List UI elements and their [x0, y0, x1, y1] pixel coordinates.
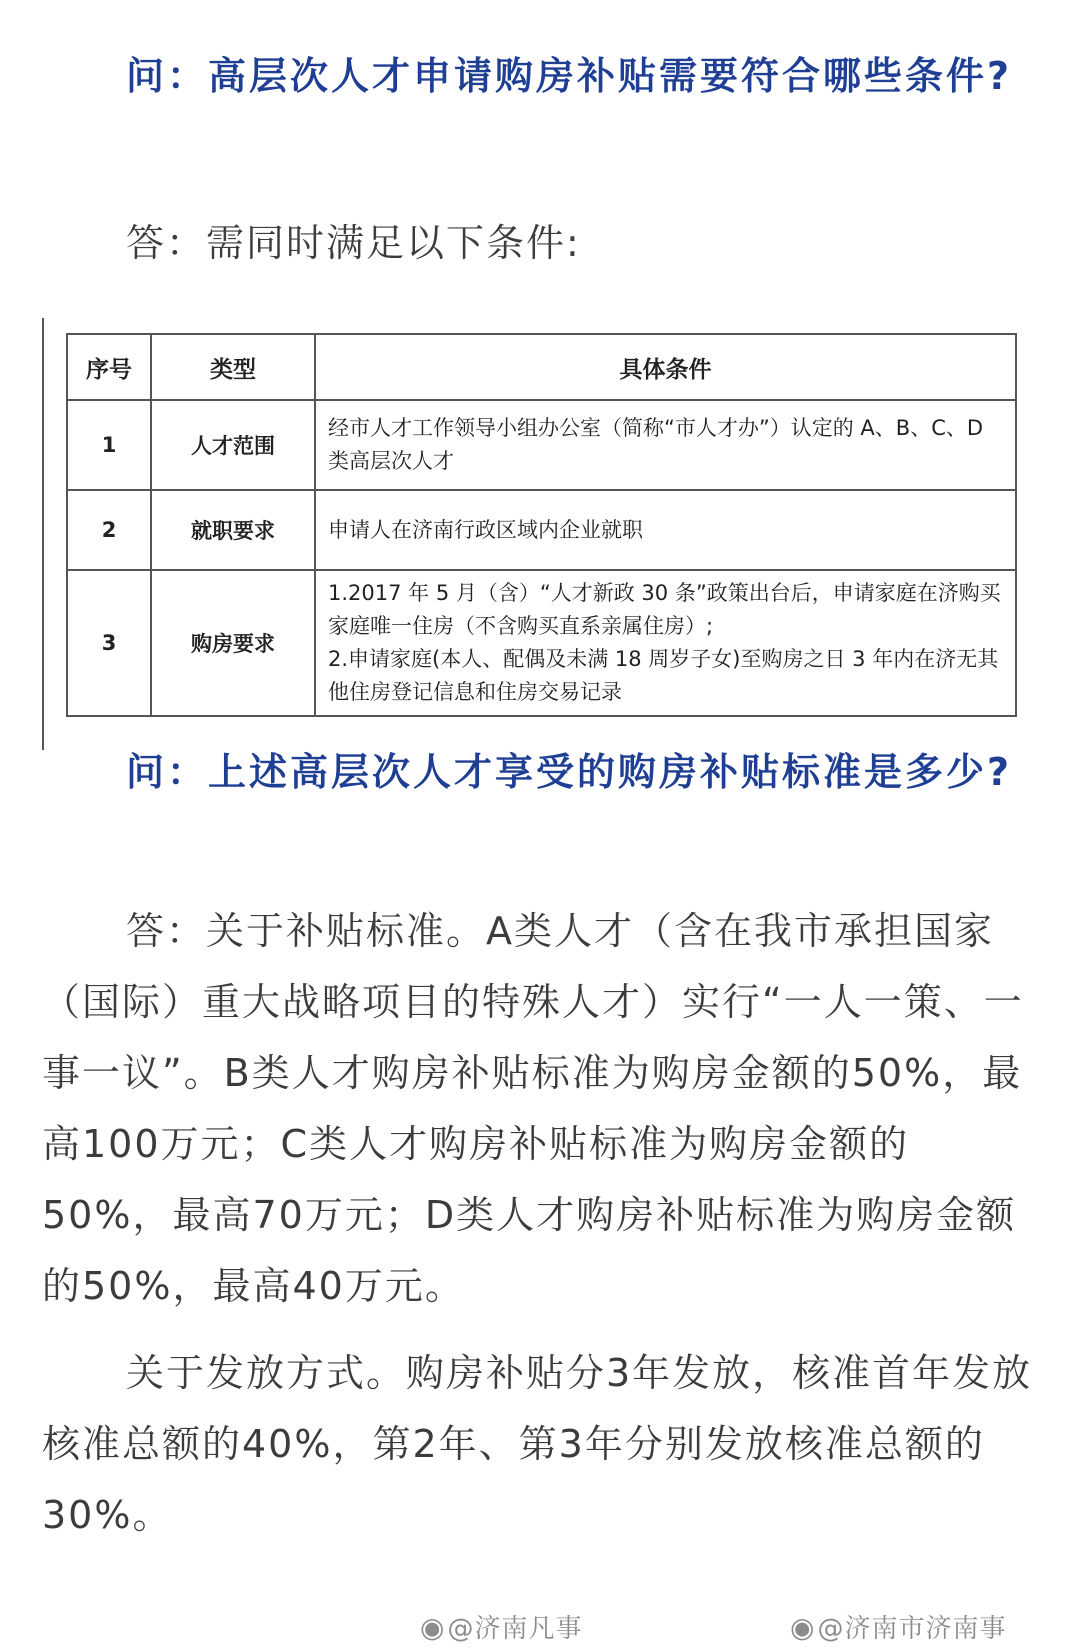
detail-line: 2.申请家庭(本人、配偶及未满 18 周岁子女)至购房之日 3 年内在济无其他住房登记信息和住房交易记录: [328, 647, 999, 704]
weibo-logo-icon: ◉: [420, 1611, 446, 1644]
detail-line: 经市人才工作领导小组办公室（简称“市人才办”）认定的 A、B、C、D 类高层次人才: [328, 416, 984, 473]
row-type: 人才范围: [151, 400, 315, 490]
weibo-logo-icon: ◉: [790, 1611, 816, 1644]
question-2: 问：上述高层次人才享受的购房补贴标准是多少?: [126, 750, 1013, 794]
table-header-row: [67, 334, 1016, 400]
watermark-1: [420, 1608, 582, 1645]
answer-1-intro: 答：需同时满足以下条件:: [126, 221, 581, 265]
answer-2-payment: 关于发放方式。购房补贴分3年发放，核准首年发放核准总额的40%，第2年、第3年分别发放核准总额的30%。: [42, 1351, 1033, 1537]
header-type: 类型: [151, 334, 315, 400]
conditions-table: [66, 333, 1017, 717]
watermark-text: @济南市济南事: [817, 1614, 1007, 1644]
header-detail: 具体条件: [315, 334, 1016, 400]
detail-line: 1.2017 年 5 月（含）“人才新政 30 条”政策出台后，申请家庭在济购买家庭唯一住房（不含购买直系亲属住房）;: [328, 581, 1001, 638]
header-num: 序号: [67, 334, 151, 400]
table-row: [67, 400, 1016, 490]
watermark-2: [790, 1608, 1006, 1645]
table-row: [67, 570, 1016, 716]
row-detail: [315, 400, 1016, 490]
detail-line: 申请人在济南行政区域内企业就职: [328, 517, 643, 542]
table-row: [67, 490, 1016, 570]
row-num: 2: [67, 490, 151, 570]
row-type: 购房要求: [151, 570, 315, 716]
row-num: 1: [67, 400, 151, 490]
row-num: 3: [67, 570, 151, 716]
row-type: 就职要求: [151, 490, 315, 570]
quote-rule: [42, 318, 44, 750]
watermark-text: @济南凡事: [447, 1614, 583, 1644]
question-1: 问：高层次人才申请购房补贴需要符合哪些条件?: [126, 54, 1013, 98]
row-detail: [315, 490, 1016, 570]
row-detail: [315, 570, 1016, 716]
answer-2-standard: 答：关于补贴标准。A类人才（含在我市承担国家（国际）重大战略项目的特殊人才）实行“一人一策、一事一议”。B类人才购房补贴标准为购房金额的50%，最高100万元；C类人才购房补贴标准为购房金额的50%，最高70万元；D类人才购房补贴标准为购房金额的50%，最高40万元。: [42, 909, 1024, 1308]
